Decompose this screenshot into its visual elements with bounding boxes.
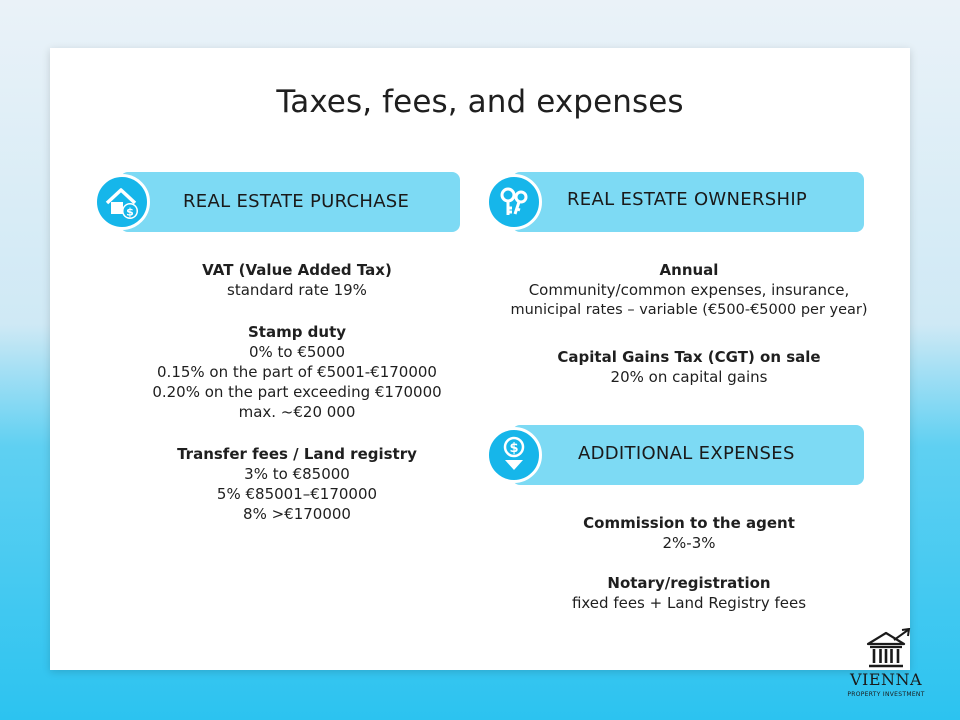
page-title: Taxes, fees, and expenses — [276, 84, 684, 120]
stamp-duty-group — [120, 322, 474, 422]
transfer-fees-line: 8% >€170000 — [243, 505, 351, 523]
transfer-fees-group — [120, 444, 474, 524]
stamp-duty-line: 0% to €5000 — [248, 343, 346, 361]
stamp-duty-heading: Stamp duty — [247, 323, 347, 341]
vat-heading: VAT (Value Added Tax) — [202, 261, 392, 279]
purchase-heading: REAL ESTATE PURCHASE — [183, 191, 410, 212]
logo-subtitle: PROPERTY INVESTMENT — [847, 691, 925, 698]
notary-heading: Notary/registration — [607, 574, 771, 592]
annual-heading: Annual — [659, 261, 719, 279]
annual-group — [500, 260, 878, 320]
notary-line: fixed fees + Land Registry fees — [571, 594, 807, 612]
additional-banner — [512, 425, 864, 485]
ownership-details — [500, 260, 878, 387]
additional-details — [500, 513, 878, 613]
vat-line: standard rate 19% — [227, 281, 367, 299]
stamp-duty-line: 0.20% on the part exceeding €170000 — [152, 383, 442, 401]
ownership-heading: REAL ESTATE OWNERSHIP — [567, 189, 808, 210]
purchase-details — [120, 260, 474, 524]
commission-line: 2%-3% — [662, 534, 716, 552]
stamp-duty-line: 0.15% on the part of €5001-€170000 — [157, 363, 437, 381]
cgt-heading: Capital Gains Tax (CGT) on sale — [557, 348, 821, 366]
annual-line: municipal rates – variable (€500-€5000 per year) — [510, 302, 868, 318]
svg-text:$: $ — [126, 205, 134, 219]
ownership-banner — [512, 172, 864, 232]
cgt-group — [500, 347, 878, 387]
commission-group — [500, 513, 878, 553]
transfer-fees-line: 5% €85001–€170000 — [216, 485, 378, 503]
vat-group — [120, 260, 474, 300]
annual-line: Community/common expenses, insurance, — [528, 281, 850, 299]
additional-heading: ADDITIONAL EXPENSES — [578, 443, 795, 464]
dollar-down-arrow-icon — [486, 427, 542, 483]
house-dollar-icon — [94, 174, 150, 230]
cgt-line: 20% on capital gains — [610, 368, 768, 386]
commission-heading: Commission to the agent — [583, 514, 795, 532]
notary-group — [500, 573, 878, 613]
transfer-fees-heading: Transfer fees / Land registry — [177, 445, 417, 463]
stamp-duty-line: max. ~€20 000 — [238, 403, 356, 421]
purchase-banner — [120, 172, 460, 232]
bank-building-icon — [846, 628, 926, 700]
keys-icon — [486, 174, 542, 230]
svg-text:$: $ — [509, 441, 519, 456]
transfer-fees-line: 3% to €85000 — [244, 465, 350, 483]
logo-name: VIENNA — [849, 670, 923, 689]
